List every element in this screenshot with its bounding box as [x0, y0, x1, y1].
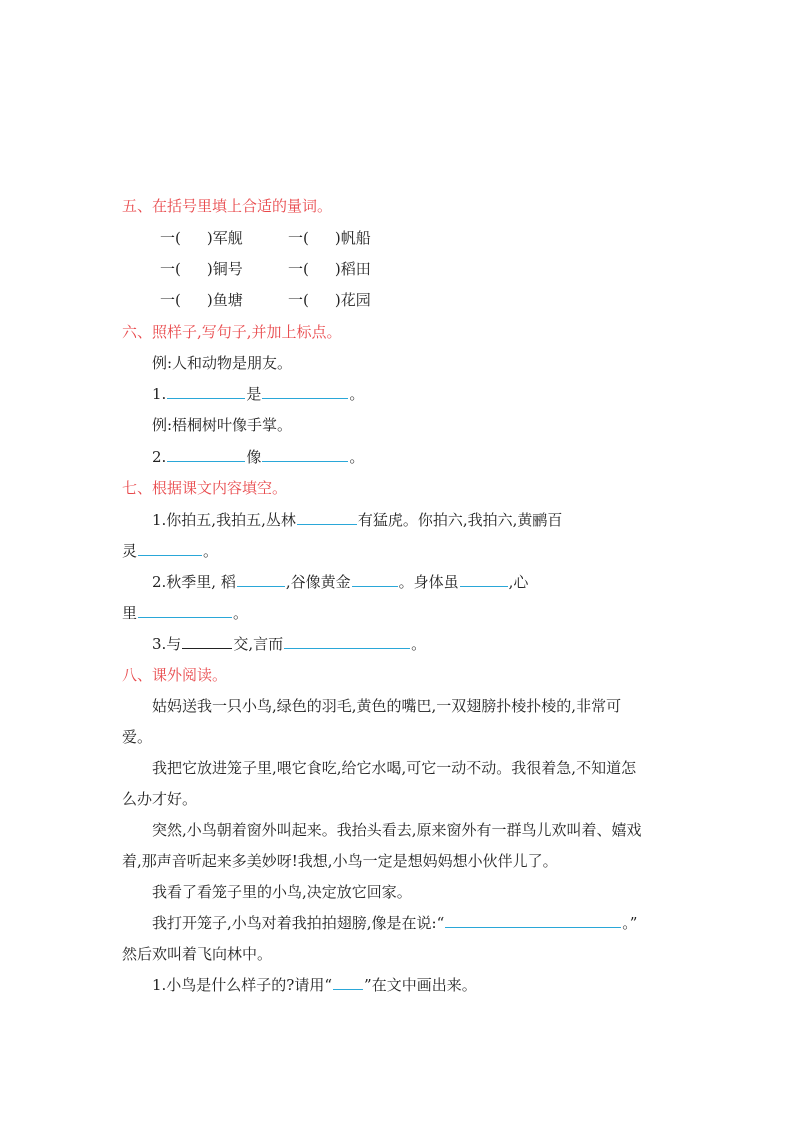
reading-para-4: 我看了看笼子里的小鸟,决定放它回家。 — [152, 883, 412, 901]
blank-14[interactable] — [333, 975, 363, 990]
blank-2[interactable] — [262, 384, 348, 399]
section-7-title: 七、根据课文内容填空。 — [122, 479, 288, 497]
blank-10[interactable] — [138, 603, 232, 618]
measure-word-item-4: 一( )稻田 — [288, 260, 371, 278]
reading-question-1: 1.小鸟是什么样子的?请用“ ”在文中画出来。 — [152, 976, 477, 994]
poem-line-1: 1.你拍五,我拍五,丛林 有猛虎。你拍六,我拍六,黄鹂百 — [152, 511, 563, 529]
blank-9[interactable] — [460, 572, 508, 587]
poem-line-2-cont: 里 。 — [122, 604, 249, 622]
reading-para-3-cont: 着,那声音听起来多美妙呀!我想,小鸟一定是想妈妈想小伙伴儿了。 — [122, 852, 558, 870]
example-sentence-1: 例:人和动物是朋友。 — [152, 354, 293, 372]
section-5-title: 五、在括号里填上合适的量词。 — [122, 197, 333, 215]
reading-para-3: 突然,小鸟朝着窗外叫起来。我抬头看去,原来窗外有一群鸟儿欢叫着、嬉戏 — [152, 821, 642, 839]
measure-word-item-2: 一( )帆船 — [288, 229, 371, 247]
measure-word-item-1: 一( )军舰 — [160, 229, 243, 247]
reading-para-1: 姑妈送我一只小鸟,绿色的羽毛,黄色的嘴巴,一双翅膀扑棱扑棱的,非常可 — [152, 697, 622, 715]
blank-7[interactable] — [237, 572, 285, 587]
fill-sentence-2: 2. 像 。 — [152, 448, 365, 466]
poem-line-1-cont: 灵 。 — [122, 542, 219, 560]
measure-word-item-3: 一( )铜号 — [160, 260, 243, 278]
blank-3[interactable] — [167, 447, 245, 462]
poem-line-3: 3.与 交,言而 。 — [152, 635, 427, 653]
reading-para-5: 我打开笼子,小鸟对着我拍拍翅膀,像是在说:“ 。” — [152, 914, 638, 932]
blank-4[interactable] — [262, 447, 348, 462]
section-8-title: 八、课外阅读。 — [122, 666, 228, 684]
blank-6[interactable] — [138, 541, 202, 556]
poem-line-2: 2.秋季里, 稻 ,谷像黄金 。身体虽 ,心 — [152, 573, 529, 591]
reading-para-2: 我把它放进笼子里,喂它食吃,给它水喝,可它一动不动。我很着急,不知道怎 — [152, 759, 637, 777]
blank-11[interactable] — [182, 634, 232, 649]
blank-13[interactable] — [445, 913, 621, 928]
blank-1[interactable] — [167, 384, 245, 399]
reading-para-5-cont: 然后欢叫着飞向林中。 — [122, 945, 273, 963]
fill-sentence-1: 1. 是 。 — [152, 385, 365, 403]
blank-8[interactable] — [352, 572, 398, 587]
section-6-title: 六、照样子,写句子,并加上标点。 — [122, 323, 342, 341]
measure-word-item-5: 一( )鱼塘 — [160, 291, 243, 309]
measure-word-item-6: 一( )花园 — [288, 291, 371, 309]
blank-5[interactable] — [297, 510, 357, 525]
example-sentence-2: 例:梧桐树叶像手掌。 — [152, 416, 293, 434]
reading-para-2-cont: 么办才好。 — [122, 790, 198, 808]
reading-para-1-cont: 爱。 — [122, 728, 153, 746]
blank-12[interactable] — [284, 634, 410, 649]
